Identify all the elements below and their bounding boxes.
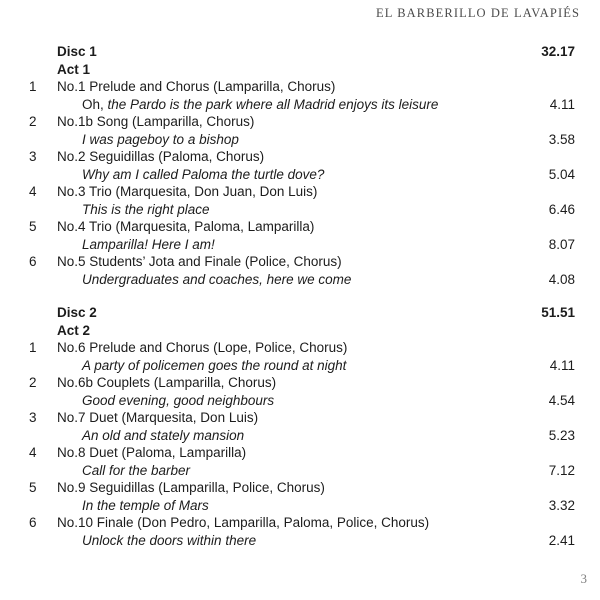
act-header-row	[0, 322, 600, 340]
track-title-row	[0, 339, 600, 357]
lyric-italic-text: Call for the barber	[82, 462, 191, 478]
lyric-roman-prefix: Oh,	[82, 96, 108, 112]
lyric-italic-text: the Pardo is the park where all Madrid enjoys its leisure	[107, 96, 439, 112]
track-duration: 5.23	[548, 427, 575, 443]
track-title: No.8 Duet (Paloma, Lamparilla)	[57, 445, 247, 460]
track-lyric-row	[0, 166, 600, 184]
track-number: 3	[29, 149, 37, 164]
lyric-italic-text: Lamparilla! Here I am!	[82, 236, 215, 252]
track-title-row	[0, 148, 600, 166]
track-item	[0, 374, 600, 409]
track-list	[0, 43, 600, 549]
track-title: No.3 Trio (Marquesita, Don Juan, Don Luis)	[57, 184, 318, 199]
track-duration: 3.32	[548, 497, 575, 513]
track-title-row	[0, 479, 600, 497]
track-number: 5	[29, 219, 37, 234]
track-lyric-row	[0, 96, 600, 114]
track-number: 2	[29, 375, 37, 390]
track-first-line	[57, 392, 530, 410]
track-first-line	[57, 236, 530, 254]
act-label: Act 2	[57, 322, 91, 338]
track-duration: 2.41	[548, 532, 575, 548]
track-title-row	[0, 374, 600, 392]
track-title-row	[0, 409, 600, 427]
track-lyric-row	[0, 532, 600, 550]
disc-header-row	[0, 43, 600, 61]
track-item	[0, 444, 600, 479]
track-duration: 6.46	[548, 201, 575, 217]
track-number: 1	[29, 79, 37, 94]
track-title: No.2 Seguidillas (Paloma, Chorus)	[57, 149, 265, 164]
track-number: 1	[29, 340, 37, 355]
track-item	[0, 183, 600, 218]
track-first-line	[57, 96, 530, 114]
track-duration: 4.54	[548, 392, 575, 408]
disc-tracks	[0, 78, 600, 288]
disc-header-row	[0, 304, 600, 322]
track-duration: 8.07	[548, 236, 575, 252]
track-title-row	[0, 218, 600, 236]
disc-total-duration: 51.51	[541, 305, 575, 320]
track-title: No.9 Seguidillas (Lamparilla, Police, Chorus)	[57, 480, 325, 495]
track-title-row	[0, 78, 600, 96]
track-item	[0, 78, 600, 113]
track-item	[0, 479, 600, 514]
track-title-row	[0, 444, 600, 462]
disc-section	[0, 304, 600, 549]
track-item	[0, 514, 600, 549]
track-first-line	[57, 201, 530, 219]
track-duration: 4.08	[548, 271, 575, 287]
track-title: No.6b Couplets (Lamparilla, Chorus)	[57, 375, 277, 390]
track-title: No.10 Finale (Don Pedro, Lamparilla, Paloma, Police, Chorus)	[57, 515, 430, 530]
disc-label: Disc 2	[57, 305, 97, 320]
track-lyric-row	[0, 497, 600, 515]
disc-label: Disc 1	[57, 44, 97, 59]
track-item	[0, 339, 600, 374]
lyric-italic-text: An old and stately mansion	[82, 427, 245, 443]
track-title: No.5 Students’ Jota and Finale (Police, Chorus)	[57, 254, 342, 269]
act-label: Act 1	[57, 61, 91, 77]
track-lyric-row	[0, 427, 600, 445]
lyric-italic-text: In the temple of Mars	[82, 497, 209, 513]
track-number: 6	[29, 254, 37, 269]
track-item	[0, 409, 600, 444]
track-duration: 4.11	[549, 357, 575, 373]
track-first-line	[57, 532, 530, 550]
track-number: 5	[29, 480, 37, 495]
page-number: 3	[580, 571, 587, 586]
track-number: 4	[29, 184, 37, 199]
track-duration: 4.11	[549, 96, 575, 112]
lyric-italic-text: Unlock the doors within there	[82, 532, 257, 548]
lyric-italic-text: A party of policemen goes the round at night	[82, 357, 347, 373]
track-lyric-row	[0, 462, 600, 480]
track-duration: 7.12	[548, 462, 575, 478]
track-title-row	[0, 183, 600, 201]
track-title: No.4 Trio (Marquesita, Paloma, Lamparilla)	[57, 219, 315, 234]
disc-total-duration: 32.17	[541, 44, 575, 59]
track-item	[0, 218, 600, 253]
track-first-line	[57, 497, 530, 515]
track-lyric-row	[0, 271, 600, 289]
track-first-line	[57, 357, 530, 375]
track-lyric-row	[0, 392, 600, 410]
track-title: No.1b Song (Lamparilla, Chorus)	[57, 114, 255, 129]
track-lyric-row	[0, 236, 600, 254]
track-item	[0, 113, 600, 148]
track-number: 3	[29, 410, 37, 425]
lyric-italic-text: This is the right place	[82, 201, 210, 217]
disc-section	[0, 43, 600, 288]
track-first-line	[57, 427, 530, 445]
track-item	[0, 253, 600, 288]
track-title: No.7 Duet (Marquesita, Don Luis)	[57, 410, 259, 425]
track-title: No.6 Prelude and Chorus (Lope, Police, Chorus)	[57, 340, 348, 355]
track-title: No.1 Prelude and Chorus (Lamparilla, Chorus)	[57, 79, 336, 94]
track-title-row	[0, 113, 600, 131]
act-header-row	[0, 61, 600, 79]
track-lyric-row	[0, 201, 600, 219]
lyric-italic-text: I was pageboy to a bishop	[82, 131, 239, 147]
track-first-line	[57, 166, 530, 184]
track-lyric-row	[0, 357, 600, 375]
track-item	[0, 148, 600, 183]
track-number: 2	[29, 114, 37, 129]
track-title-row	[0, 514, 600, 532]
track-duration: 3.58	[548, 131, 575, 147]
lyric-italic-text: Undergraduates and coaches, here we come	[82, 271, 352, 287]
lyric-italic-text: Why am I called Paloma the turtle dove?	[82, 166, 325, 182]
track-number: 4	[29, 445, 37, 460]
track-title-row	[0, 253, 600, 271]
track-first-line	[57, 131, 530, 149]
track-first-line	[57, 271, 530, 289]
lyric-italic-text: Good evening, good neighbours	[82, 392, 275, 408]
page-header-title: EL BARBERILLO DE LAVAPIÉS	[375, 6, 580, 20]
track-first-line	[57, 462, 530, 480]
track-duration: 5.04	[548, 166, 575, 182]
track-number: 6	[29, 515, 37, 530]
track-lyric-row	[0, 131, 600, 149]
disc-tracks	[0, 339, 600, 549]
